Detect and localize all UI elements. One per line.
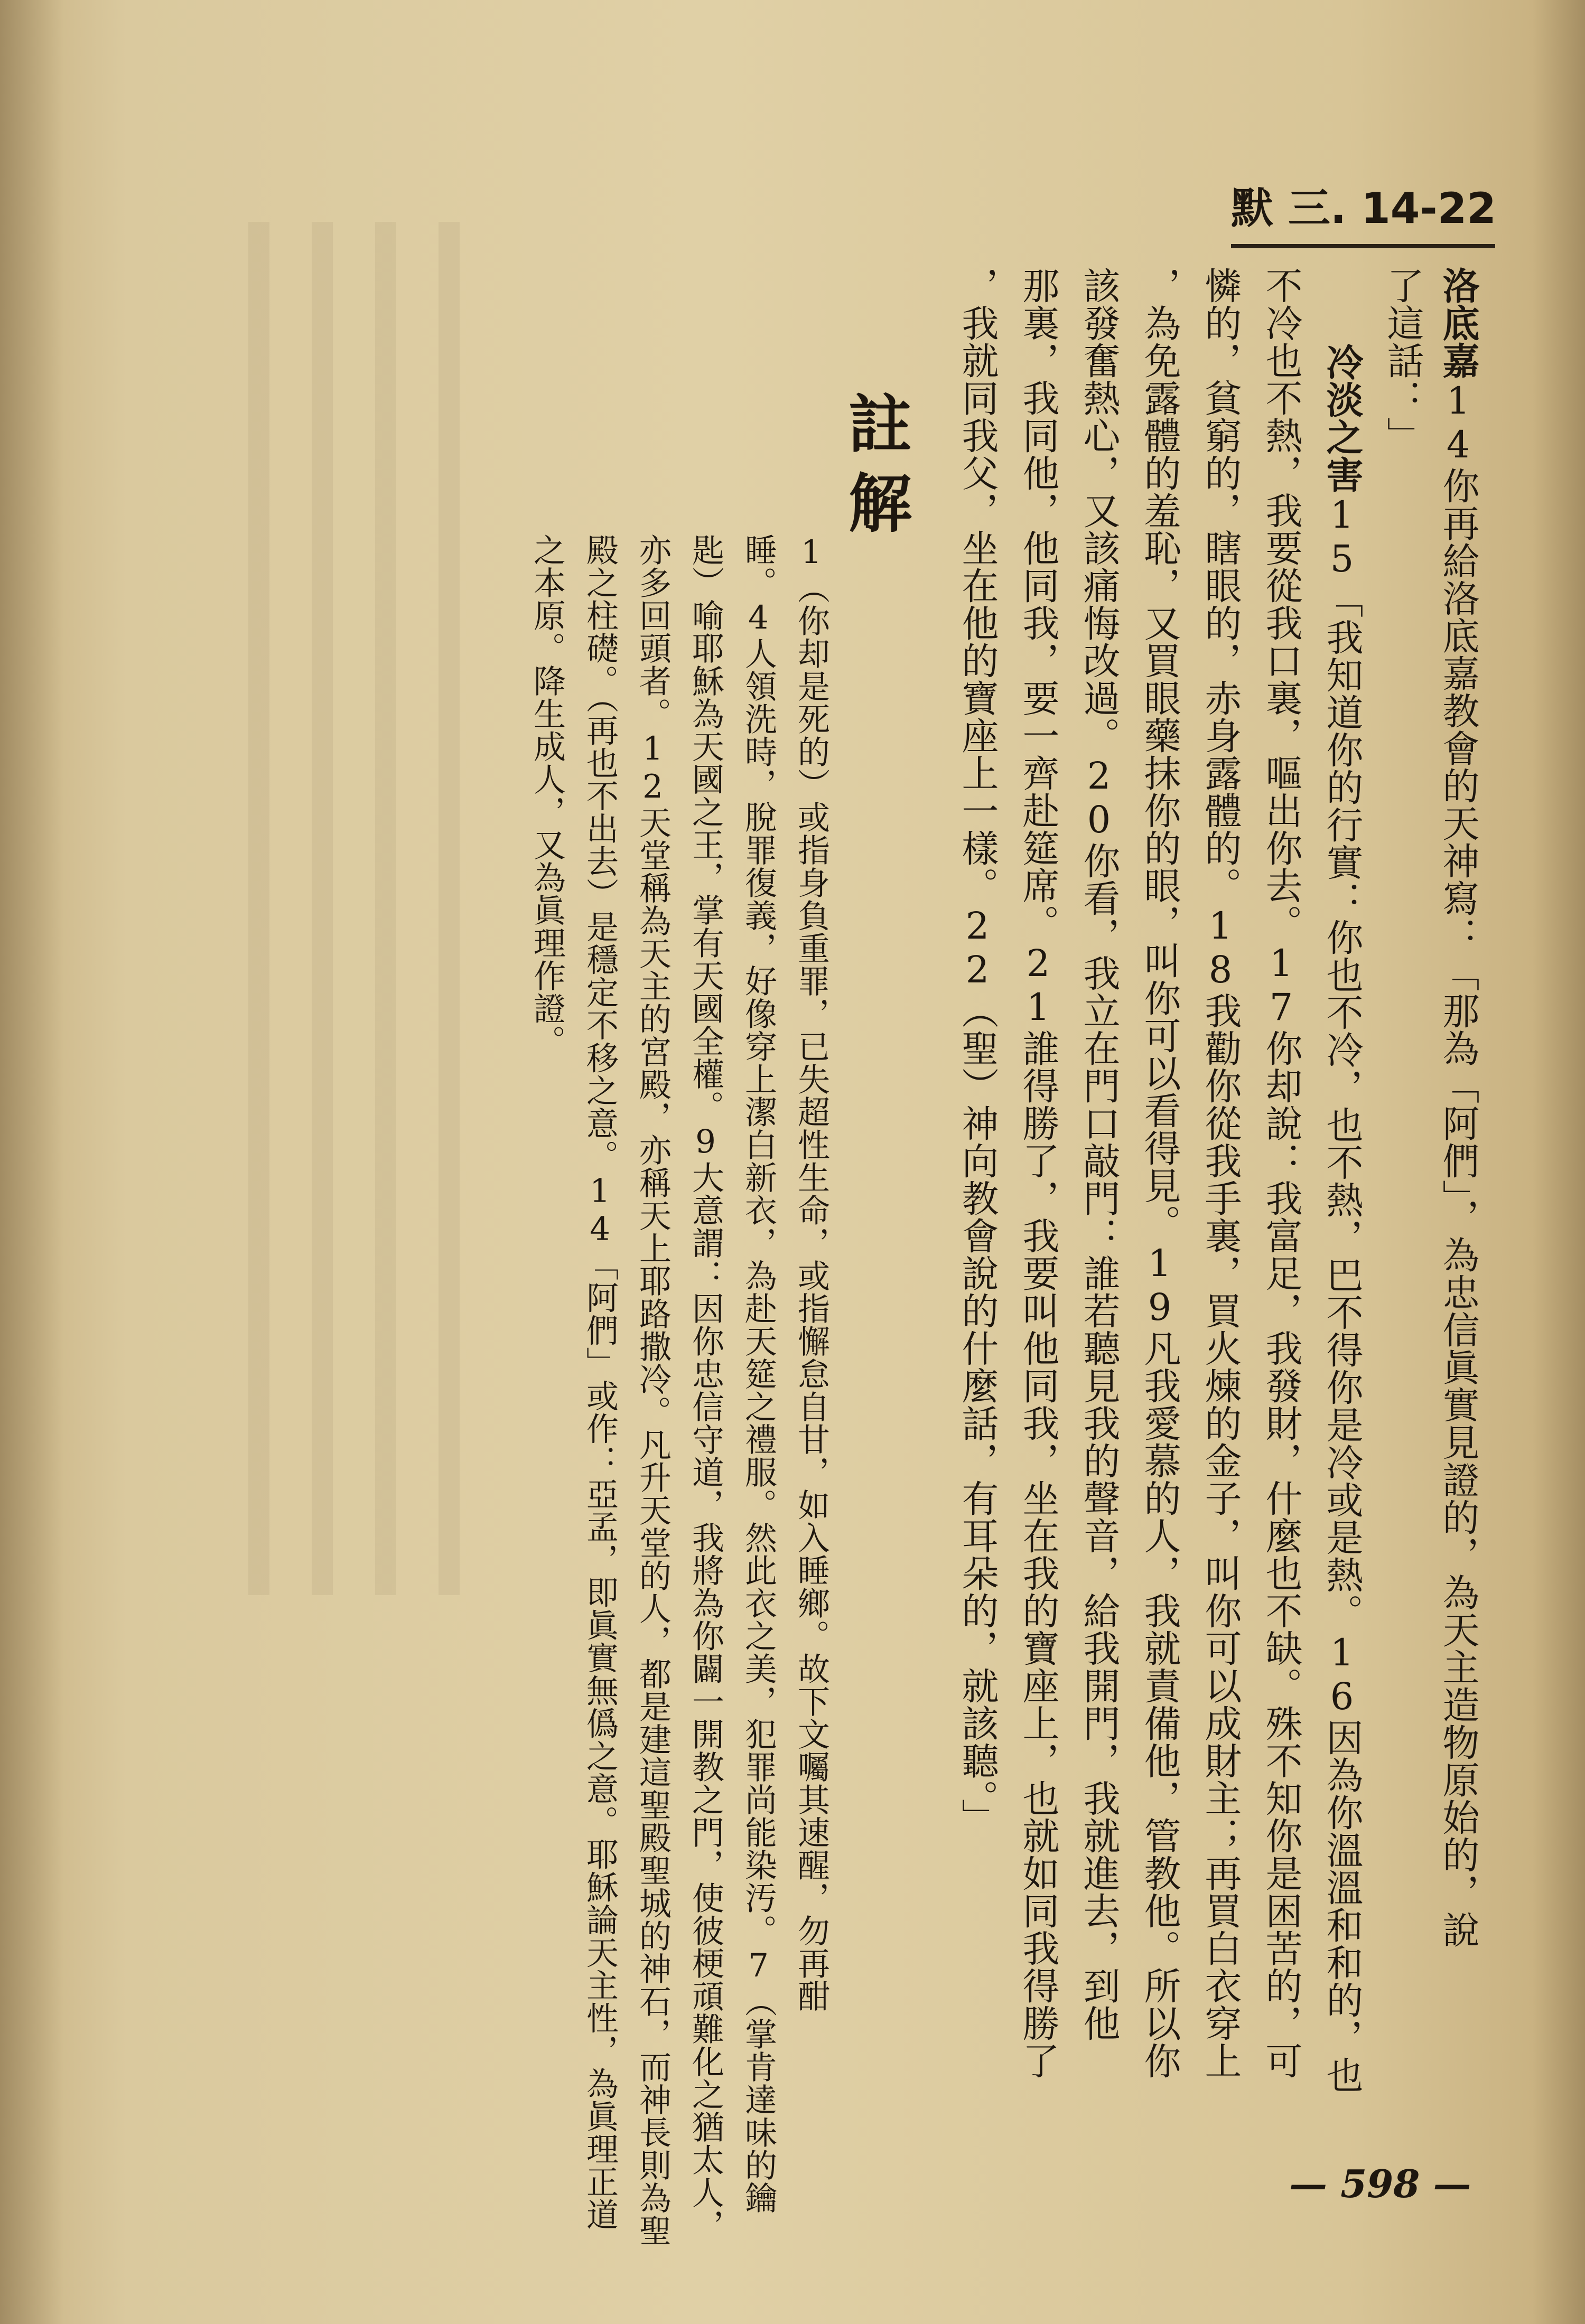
verse-column: [1437, 267, 1479, 1948]
verse-text: 憐的，貧窮的，瞎眼的，赤身露體的。18我勸你從我手裏，買火煉的金子，叫你可以成財主；再買白衣穿上: [1199, 267, 1242, 2079]
verse-column: [956, 267, 999, 1836]
verse-column: [1017, 267, 1059, 2079]
verse-text: 不冷也不熱，我要從我口裏，嘔出你去。17你却說：我富足，我發財，什麼也不缺。殊不知你是困苦的，可: [1260, 267, 1303, 2079]
note-column: 睡。4人領洗時，脫罪復義，好像穿上潔白新衣，為赴天筵之禮服。然此衣之美，犯罪尚能染汚。7（掌肯達味的鑰: [740, 533, 777, 2214]
verse-text: 15「我知道你的行實：你也不冷，也不熱，巴不得你是冷或是熱。16因為你溫溫和和的，也: [1320, 493, 1364, 2094]
note-column: 亦多回頭者。12天堂稱為天主的宮殿，亦稱天上耶路撒冷。凡升天堂的人，都是建這聖殿聖城的神石，而神長則為聖: [634, 533, 672, 2247]
verse-column: [1321, 343, 1363, 2094]
note-column: 之本原。降生成人，又為眞理作證。: [528, 533, 566, 1057]
page-number: — 598 —: [1289, 2161, 1471, 2206]
verse-text: 了這話：」: [1381, 267, 1424, 454]
note-column: 殿之柱礎。（再也不出去）是穩定不移之意。14「阿們」或作：亞孟，即眞實無僞之意。耶穌論天主性，為眞理正道: [581, 533, 619, 2231]
verse-column: [1139, 267, 1181, 2079]
verse-column: [1260, 267, 1302, 2079]
verse-column: [1199, 267, 1242, 2079]
show-through-text: [248, 222, 502, 1595]
section-heading: 冷淡之害: [1320, 343, 1364, 493]
notes-title: 註解: [838, 391, 911, 549]
page-edge-shadow: [1532, 0, 1585, 2324]
section-heading: 洛底嘉: [1437, 267, 1480, 379]
note-column: 1（你却是死的）或指身負重罪，已失超性生命，或指懈怠自甘，如入睡鄉。故下文囑其速醒，勿再酣: [792, 533, 830, 2012]
running-header: 默 三. 14-22: [1231, 184, 1496, 233]
verse-column: [1078, 267, 1120, 2042]
verse-text: ，為免露體的羞恥，又買眼藥抹你的眼，叫你可以看得見。19凡我愛慕的人，我就責備他，管教他。所以你: [1138, 267, 1181, 2079]
header-rule: [1231, 244, 1495, 248]
note-column: 匙）喻耶穌為天國之王，掌有天國全權。9大意謂：因你忠信守道，我將為你闢一開教之門，使彼梗頑難化之猶太人，: [687, 533, 724, 2242]
verse-column: [1382, 267, 1424, 454]
binding-shadow: [0, 0, 63, 2324]
verse-text: 14你再給洛底嘉教會的天神寫：「那為「阿們」，為忠信眞實見證的，為天主造物原始的，說: [1437, 379, 1480, 1948]
verse-text: 該發奮熱心，又該痛悔改過。20你看，我立在門口敲門：誰若聽見我的聲音，給我開門，我就進去，到他: [1077, 267, 1121, 2042]
verse-text: 那裏，我同他，他同我，要一齊赴筵席。21誰得勝了，我要叫他同我，坐在我的寶座上，也就如同我得勝了: [1017, 267, 1060, 2079]
verse-text: ，我就同我父，坐在他的寶座上一樣。22（聖）神向教會說的什麼話，有耳朵的，就該聽。」: [956, 267, 999, 1836]
